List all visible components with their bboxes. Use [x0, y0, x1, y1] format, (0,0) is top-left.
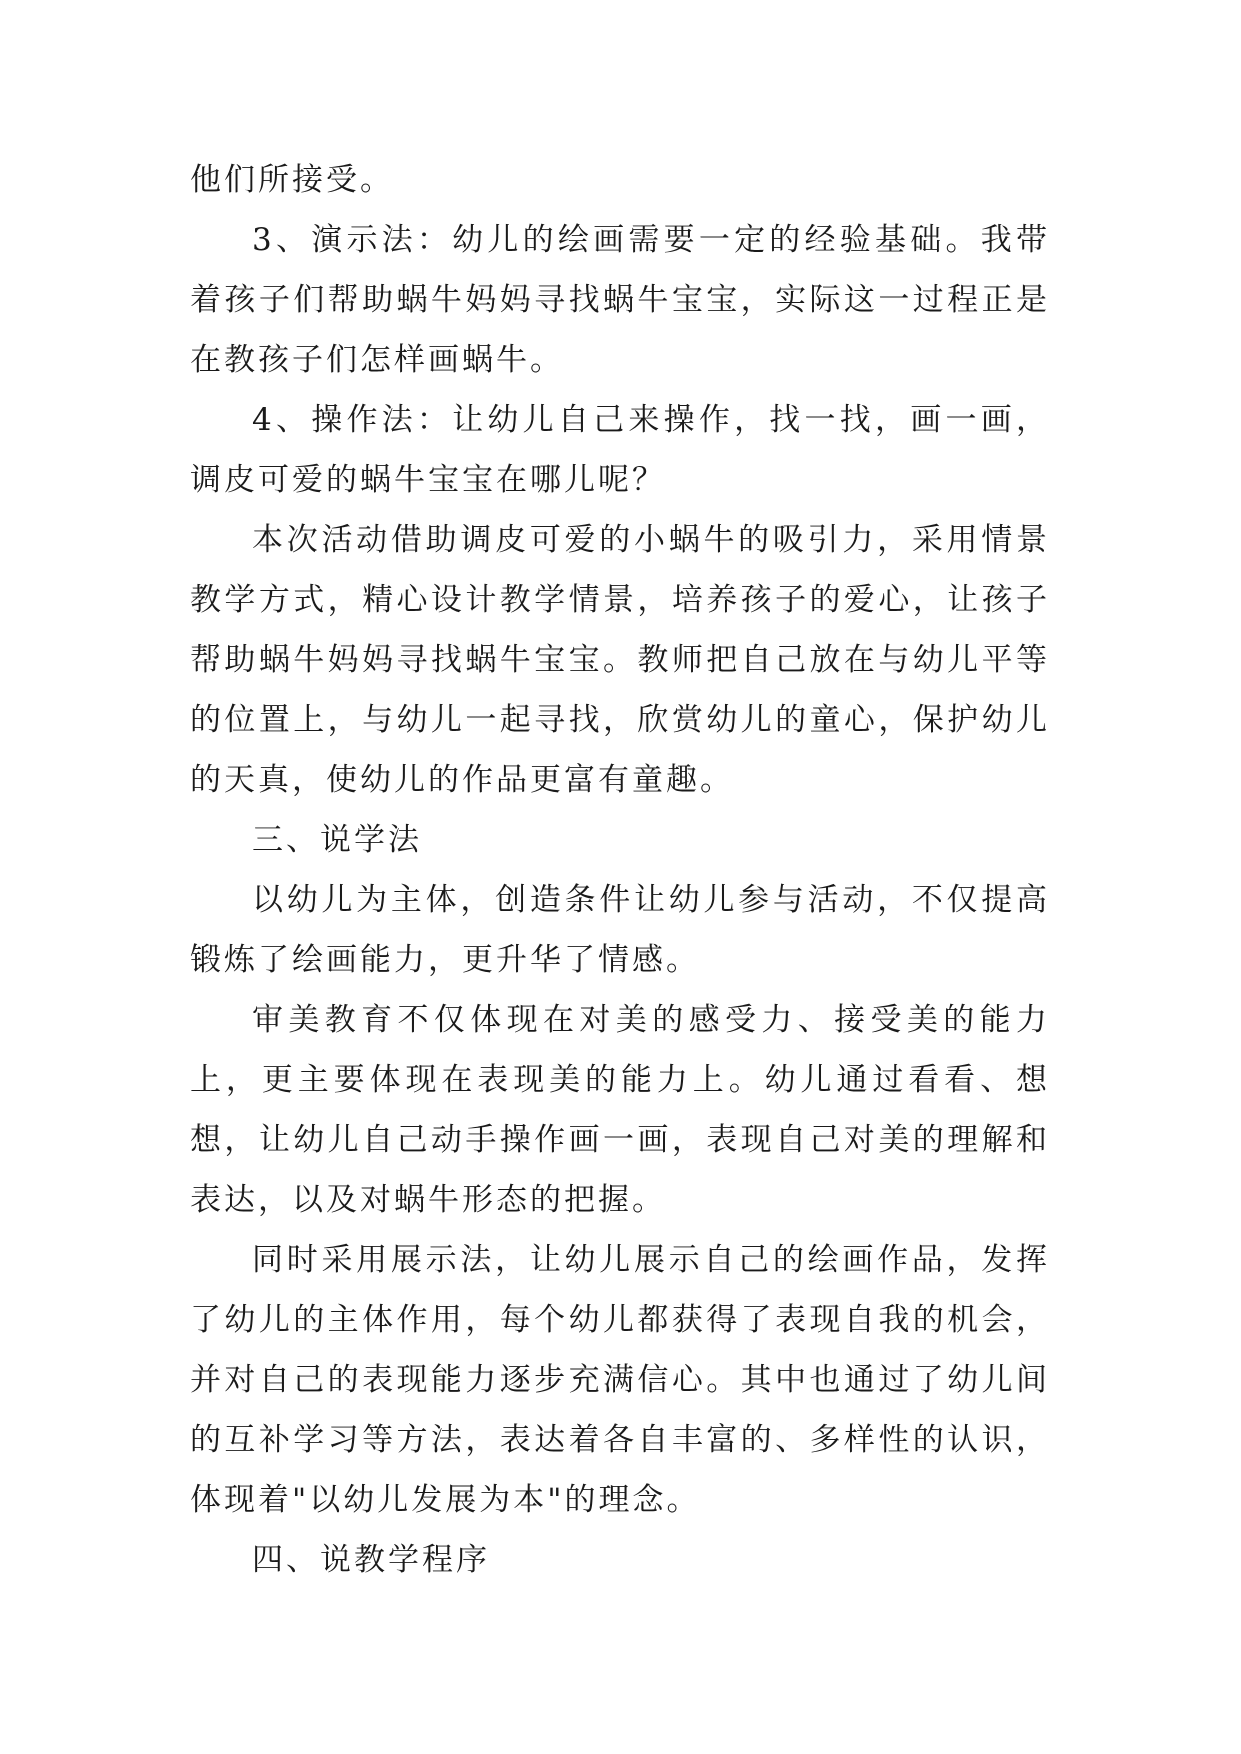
paragraph-aesthetic-education: 审美教育不仅体现在对美的感受力、接受美的能力上，更主要体现在表现美的能力上。幼儿通过看看、想想，让幼儿自己动手操作画一画，表现自己对美的理解和表达，以及对蜗牛形态的把握。 — [190, 1002, 1050, 1218]
paragraph-operation-method: 4、操作法：让幼儿自己来操作，找一找，画一画，调皮可爱的蜗牛宝宝在哪儿呢？ — [190, 402, 1050, 498]
document-body — [190, 150, 1050, 1590]
paragraph-child-centered: 以幼儿为主体，创造条件让幼儿参与活动，不仅提高锻炼了绘画能力，更升华了情感。 — [190, 882, 1050, 978]
section-heading-teaching-procedure: 四、说教学程序 — [252, 1542, 490, 1578]
section-heading-learning-method: 三、说学法 — [252, 822, 422, 858]
paragraph-display-method: 同时采用展示法，让幼儿展示自己的绘画作品，发挥了幼儿的主体作用，每个幼儿都获得了表现自我的机会，并对自己的表现能力逐步充满信心。其中也通过了幼儿间的互补学习等方法，表达着各自丰富的、多样性的认识，体现着"以幼儿发展为本"的理念。 — [190, 1242, 1050, 1518]
paragraph-activity-summary: 本次活动借助调皮可爱的小蜗牛的吸引力，采用情景教学方式，精心设计教学情景，培养孩子的爱心，让孩子帮助蜗牛妈妈寻找蜗牛宝宝。教师把自己放在与幼儿平等的位置上，与幼儿一起寻找，欣赏幼儿的童心，保护幼儿的天真，使幼儿的作品更富有童趣。 — [190, 522, 1050, 798]
paragraph-demonstration-method: 3、演示法：幼儿的绘画需要一定的经验基础。我带着孩子们帮助蜗牛妈妈寻找蜗牛宝宝，实际这一过程正是在教孩子们怎样画蜗牛。 — [190, 222, 1050, 378]
paragraph-continuation: 他们所接受。 — [190, 162, 394, 198]
